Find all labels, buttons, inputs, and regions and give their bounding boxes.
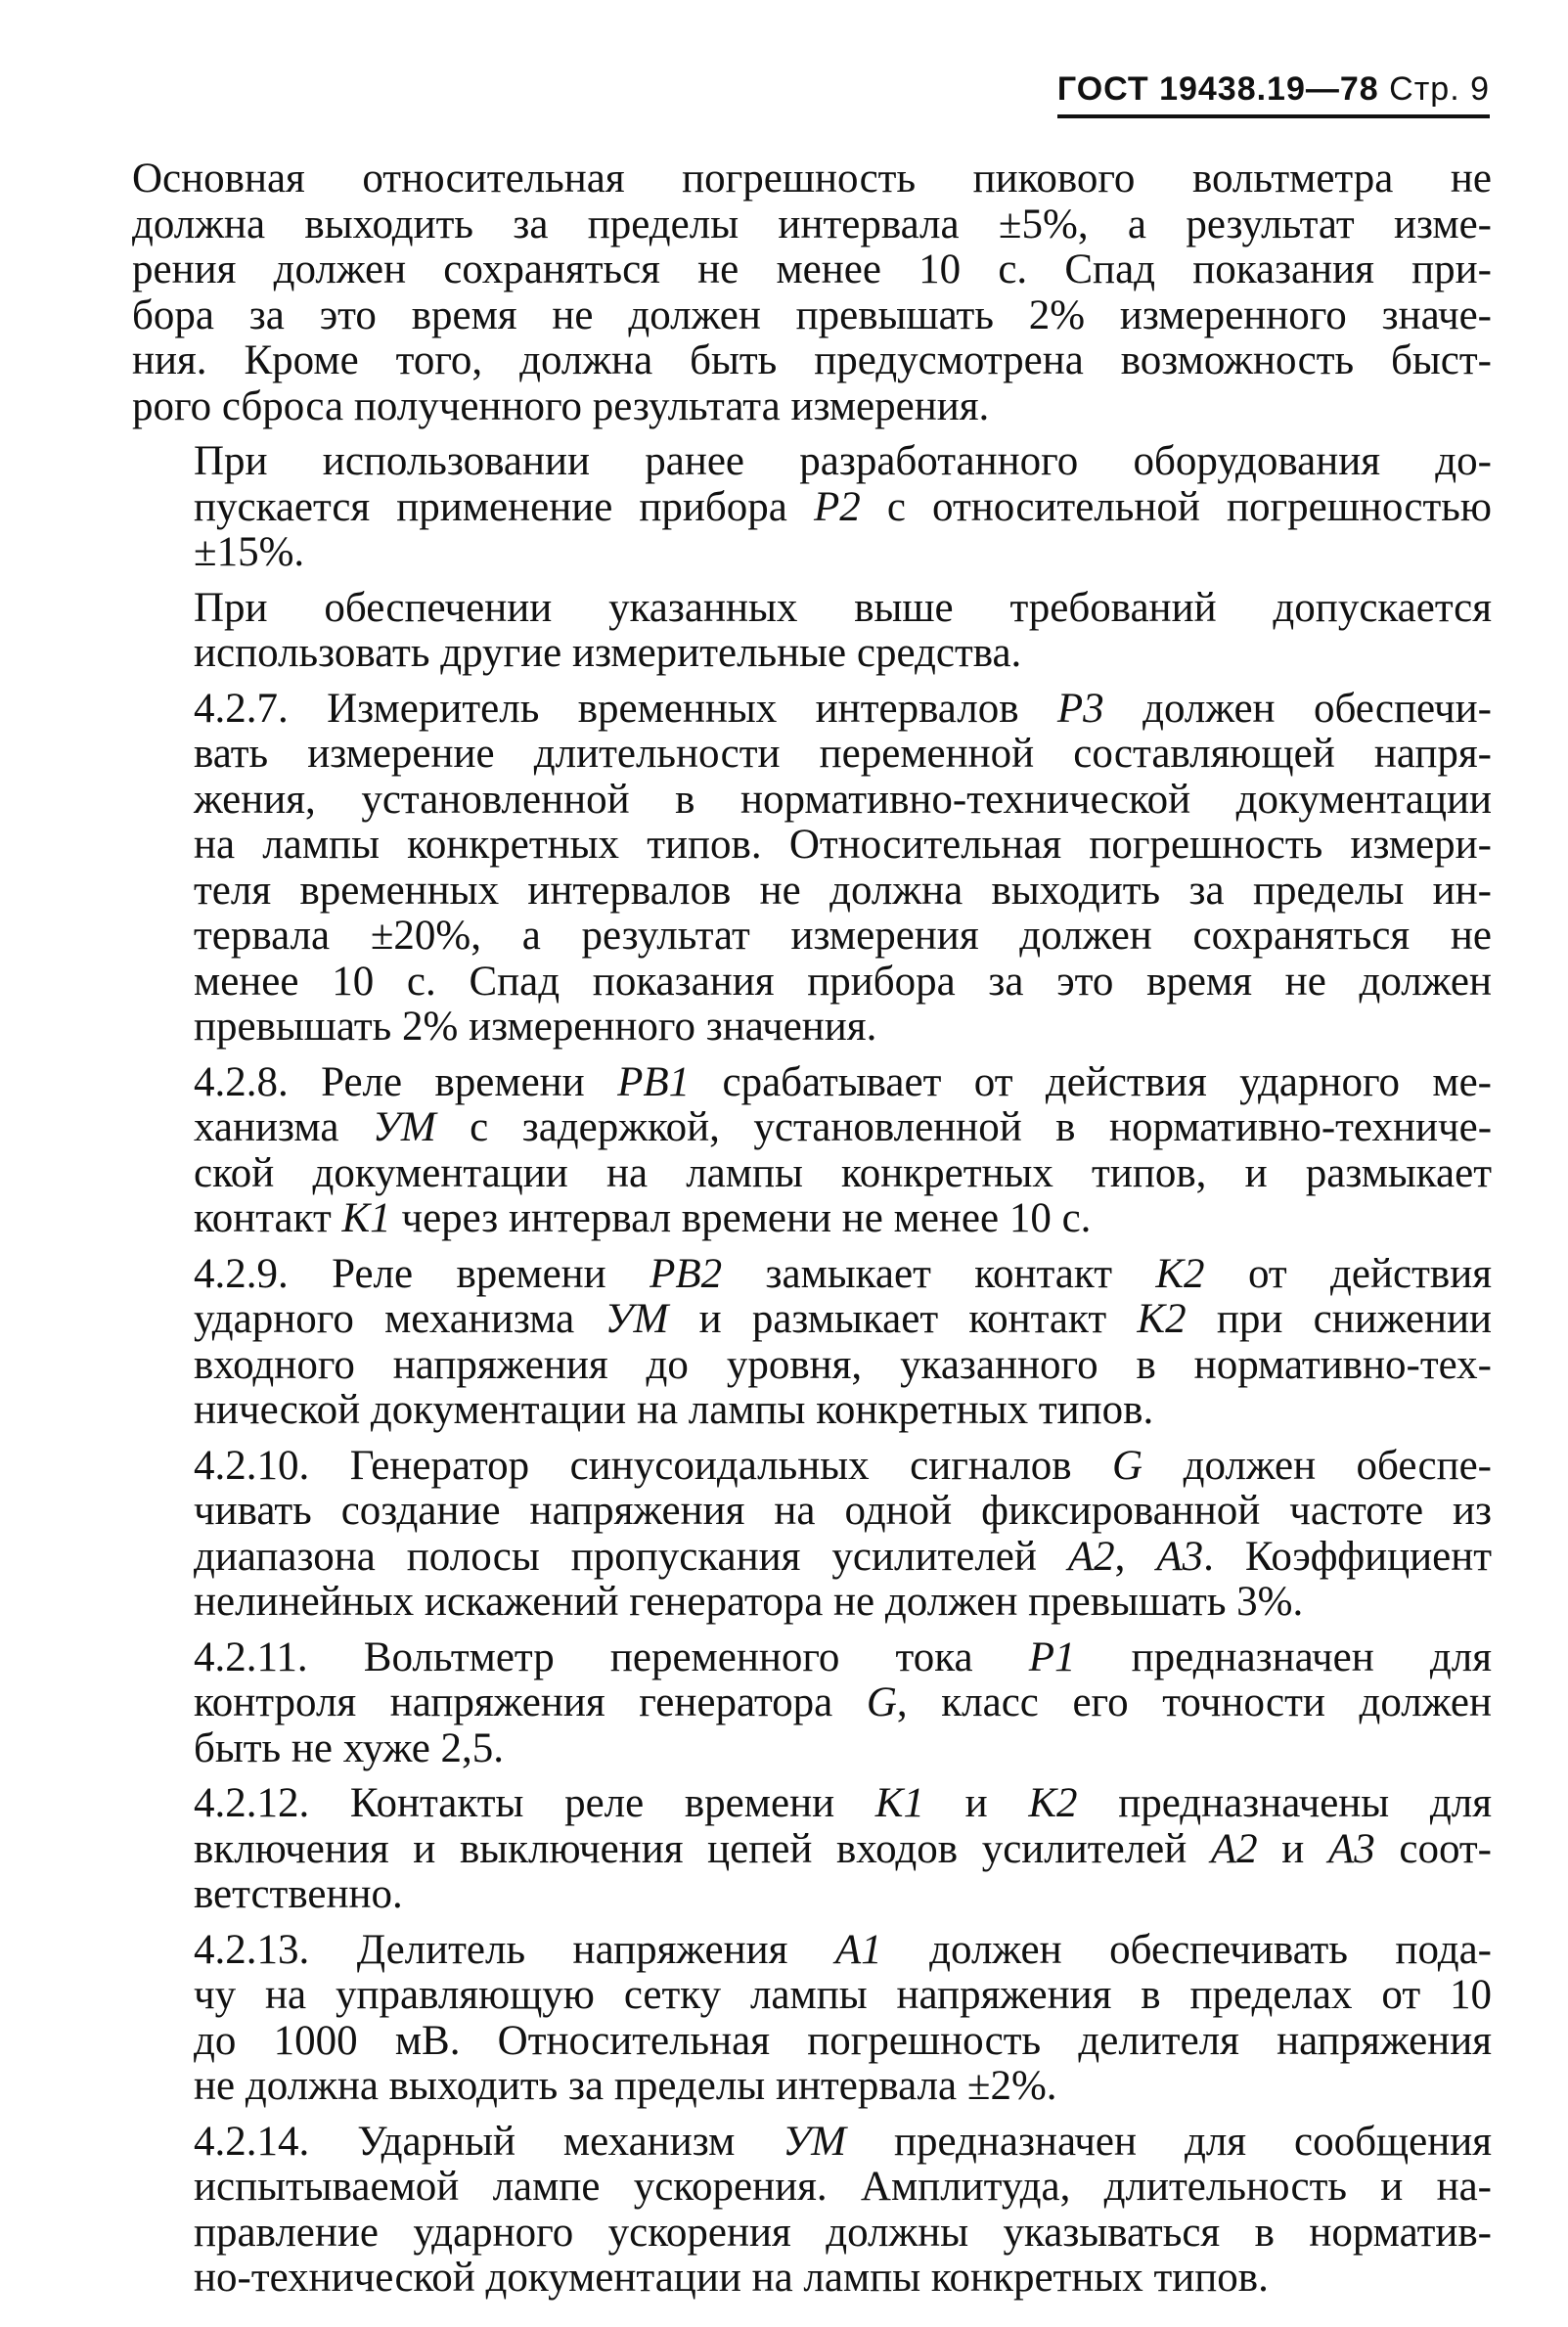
- paragraph: [132, 1444, 1492, 1626]
- paragraph: [132, 157, 1492, 429]
- text-line: контроля напряжения генератора G, класс его точности должен: [194, 1679, 1492, 1725]
- paragraph: [132, 1928, 1492, 2110]
- paragraph: [132, 439, 1492, 576]
- text-line: диапазона полосы пропускания усилителей A2, A3. Коэффициент: [194, 1533, 1493, 1580]
- text-line: ударного механизма УМ и размыкает контакт K2 при снижении: [194, 1296, 1493, 1342]
- text-line: вать измерение длительности переменной составляющей напря-: [194, 731, 1492, 777]
- text-line: 4.2.14. Ударный механизм УМ предназначен для сообщения: [194, 2118, 1492, 2165]
- paragraph: [132, 1252, 1492, 1434]
- text-line: пускается применение прибора P2 с относительной погрешностью: [194, 483, 1493, 530]
- paragraph: [132, 2120, 1492, 2302]
- text-line: ской документации на лампы конкретных типов, и размыкает: [194, 1149, 1492, 1196]
- text-line: использовать другие измерительные средства.: [194, 630, 1022, 676]
- text-line: быть не хуже 2,5.: [194, 1724, 505, 1771]
- text-line: теля временных интервалов не должна выходить за пределы ин-: [194, 867, 1492, 914]
- text-line: 4.2.11. Вольтметр переменного тока P1 предназначен для: [194, 1633, 1492, 1680]
- text-line: превышать 2% измеренного значения.: [194, 1004, 877, 1050]
- text-line: испытываемой лампе ускорения. Амплитуда, длительность и на-: [194, 2164, 1492, 2210]
- text-line: рения должен сохраняться не менее 10 с. Спад показания при-: [132, 246, 1492, 292]
- text-line: 4.2.12. Контакты реле времени K1 и K2 предназначены для: [194, 1780, 1492, 1826]
- text-line: Основная относительная погрешность пикового вольтметра не: [132, 156, 1492, 201]
- text-line: чивать создание напряжения на одной фиксированной частоте из: [194, 1488, 1492, 1534]
- text-line: ния. Кроме того, должна быть предусмотрена возможность быст-: [132, 337, 1492, 383]
- text-line: ханизма УМ с задержкой, установленной в нормативно-техниче-: [194, 1104, 1493, 1150]
- paragraph: [132, 687, 1492, 1051]
- paragraph: [132, 1060, 1492, 1242]
- page-header: [1057, 70, 1490, 118]
- text-line: не должна выходить за пределы интервала ±2%.: [194, 2063, 1057, 2109]
- text-line: ветственно.: [194, 1871, 403, 1917]
- page-number: Стр. 9: [1389, 70, 1490, 108]
- paragraph: [132, 586, 1492, 677]
- text-line: должна выходить за пределы интервала ±5%, а результат изме-: [132, 201, 1492, 247]
- text-line: контакт K1 через интервал времени не менее 10 с.: [194, 1195, 1092, 1241]
- text-line: на лампы конкретных типов. Относительная погрешность измери-: [194, 822, 1492, 868]
- text-line: жения, установленной в нормативно-технической документации: [194, 776, 1492, 823]
- text-line: входного напряжения до уровня, указанного в нормативно-тех-: [194, 1341, 1492, 1388]
- text-line: 4.2.9. Реле времени PB2 замыкает контакт K2 от действия: [194, 1250, 1492, 1297]
- text-line: При обеспечении указанных выше требований допускается: [194, 584, 1492, 631]
- text-line: включения и выключения цепей входов усилителей A2 и A3 соот-: [194, 1825, 1492, 1872]
- text-line: нелинейных искажений генератора не должен превышать 3%.: [194, 1579, 1304, 1625]
- text-line: 4.2.10. Генератор синусоидальных сигналов G должен обеспе-: [194, 1442, 1493, 1489]
- document-code: ГОСТ 19438.19—78: [1056, 70, 1379, 108]
- text-line: бора за это время не должен превышать 2% измеренного значе-: [132, 291, 1492, 338]
- text-line: 4.2.7. Измеритель временных интервалов P3 должен обеспечи-: [194, 685, 1492, 732]
- text-line: до 1000 мВ. Относительная погрешность делителя напряжения: [194, 2017, 1492, 2064]
- text-line: но-технической документации на лампы конкретных типов.: [194, 2255, 1269, 2301]
- text-line: тервала ±20%, а результат измерения должен сохраняться не: [194, 913, 1492, 959]
- text-line: менее 10 с. Спад показания прибора за это время не должен: [194, 958, 1492, 1005]
- text-line: 4.2.13. Делитель напряжения A1 должен обеспечивать пода-: [194, 1926, 1492, 1973]
- paragraph: [132, 1635, 1492, 1772]
- text-line: нической документации на лампы конкретных типов.: [194, 1387, 1154, 1433]
- text-line: При использовании ранее разработанного оборудования до-: [194, 438, 1492, 484]
- paragraph: [132, 1781, 1492, 1918]
- text-line: рого сброса полученного результата измерения.: [132, 382, 990, 429]
- text-line: чу на управляющую сетку лампы напряжения в пределах от 10: [194, 1972, 1492, 2018]
- text-line: правление ударного ускорения должны указываться в норматив-: [194, 2209, 1492, 2256]
- document-body: [132, 157, 1492, 2311]
- text-line: 4.2.8. Реле времени PB1 срабатывает от действия ударного ме-: [194, 1058, 1492, 1105]
- text-line: ±15%.: [194, 529, 305, 575]
